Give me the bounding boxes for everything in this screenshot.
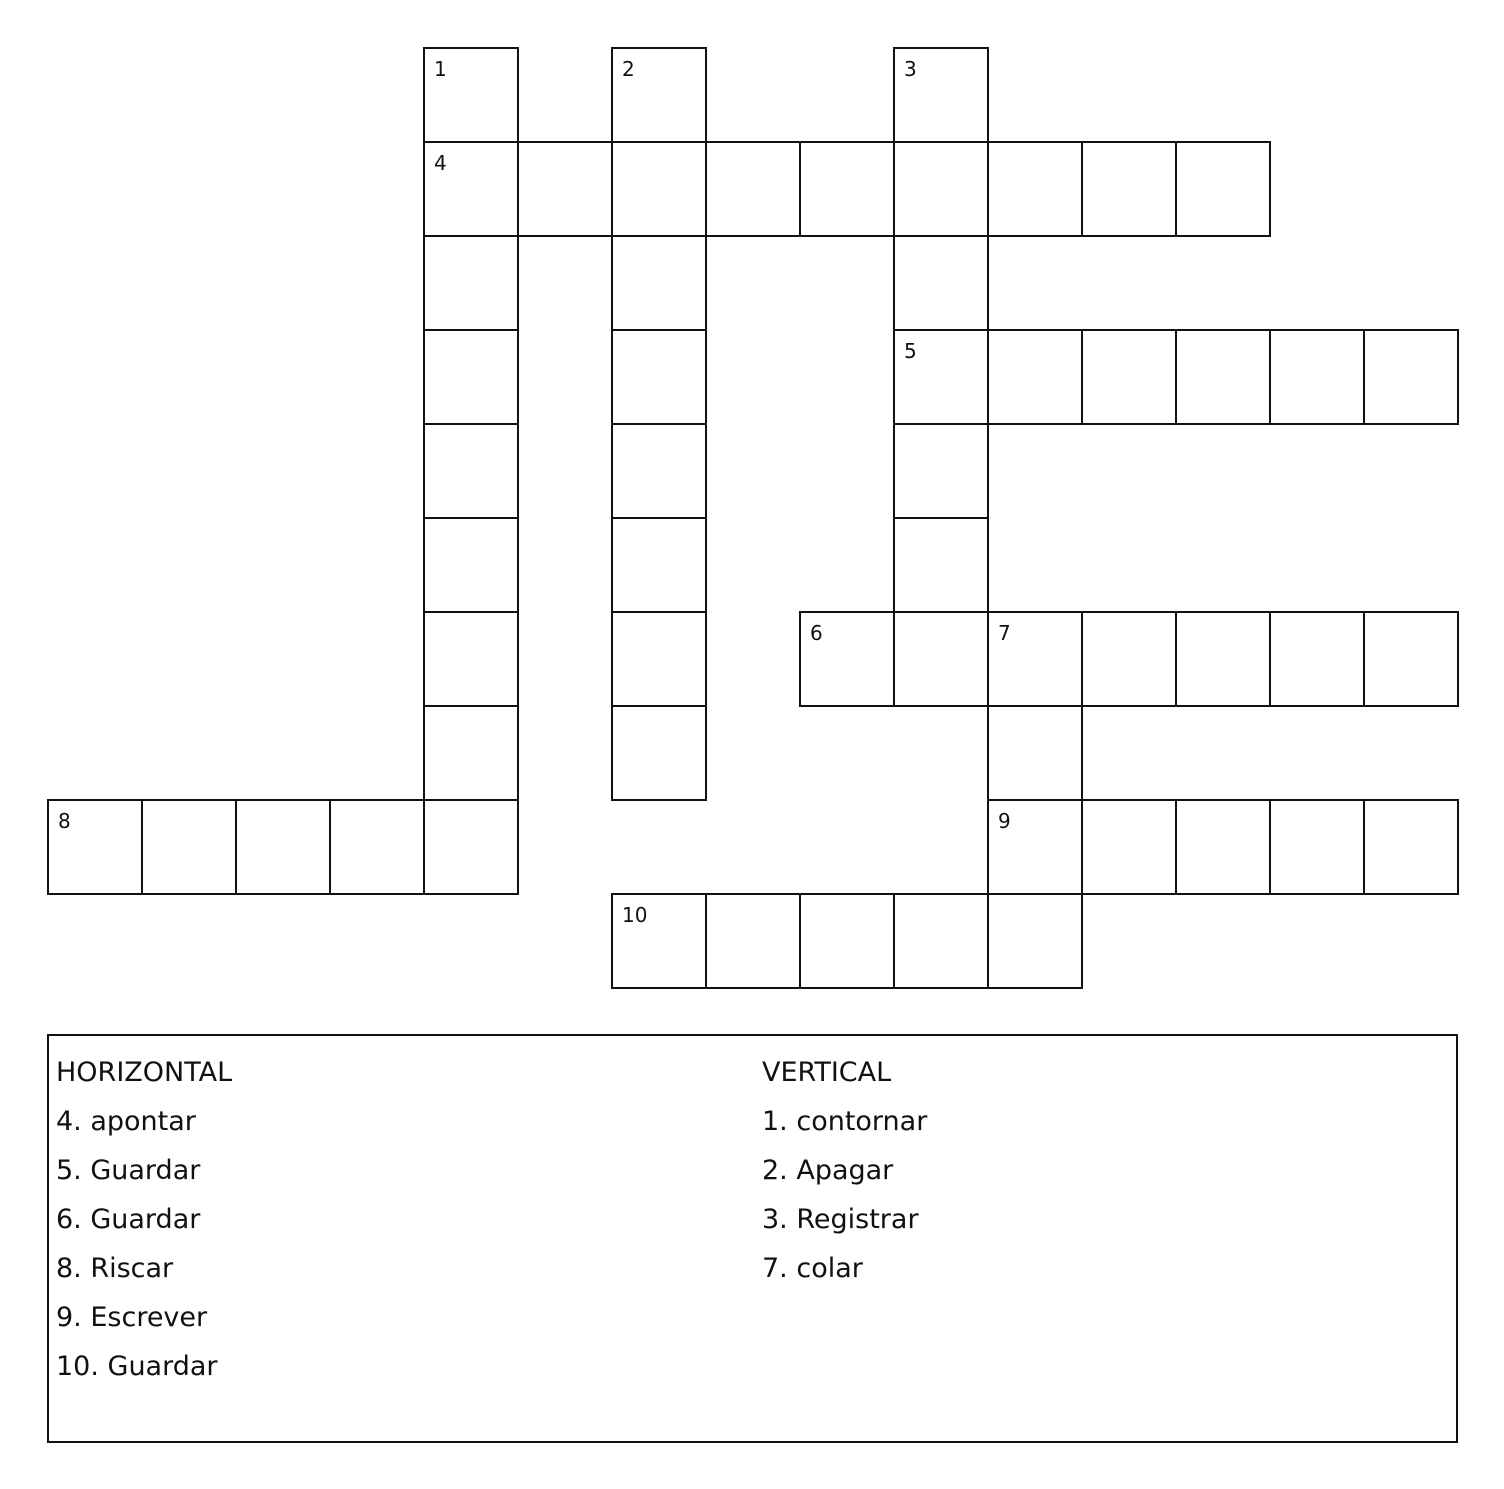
grid-cell[interactable] [611, 893, 707, 989]
down-heading: VERTICAL [762, 1057, 892, 1088]
grid-cell[interactable] [611, 235, 707, 331]
across-clues [56, 1048, 232, 1391]
grid-cell[interactable] [705, 893, 801, 989]
grid-cell[interactable] [799, 893, 895, 989]
grid-cell[interactable] [1175, 611, 1271, 707]
clue-item: 10. Guardar [56, 1351, 218, 1382]
grid-cell[interactable] [1081, 611, 1177, 707]
grid-cell[interactable] [987, 799, 1083, 895]
grid-cell[interactable] [1363, 799, 1459, 895]
grid-cell[interactable] [423, 423, 519, 519]
grid-cell[interactable] [893, 611, 989, 707]
down-clue-list [762, 1097, 927, 1293]
grid-cell[interactable] [893, 893, 989, 989]
grid-cell[interactable] [423, 705, 519, 801]
grid-cell[interactable] [47, 799, 143, 895]
clue-item: 6. Guardar [56, 1204, 201, 1235]
clues-panel [47, 1034, 1458, 1443]
grid-cell[interactable] [987, 893, 1083, 989]
grid-cell[interactable] [611, 423, 707, 519]
grid-cell[interactable] [1269, 611, 1365, 707]
grid-cell[interactable] [1269, 799, 1365, 895]
clue-item: 1. contornar [762, 1106, 928, 1137]
grid-cell[interactable] [987, 611, 1083, 707]
clue-item: 5. Guardar [56, 1155, 201, 1186]
clue-number: 1 [434, 57, 447, 81]
clue-number: 6 [810, 621, 823, 645]
clue-number: 10 [622, 903, 648, 927]
clue-item: 9. Escrever [56, 1302, 208, 1333]
grid-cell[interactable] [423, 47, 519, 143]
grid-cell[interactable] [893, 329, 989, 425]
grid-cell[interactable] [423, 517, 519, 613]
grid-cell[interactable] [1363, 611, 1459, 707]
grid-cell[interactable] [893, 235, 989, 331]
grid-cell[interactable] [423, 799, 519, 895]
grid-cell[interactable] [423, 235, 519, 331]
grid-cell[interactable] [1363, 329, 1459, 425]
clue-item: 3. Registrar [762, 1204, 919, 1235]
clue-item: 2. Apagar [762, 1155, 894, 1186]
across-heading: HORIZONTAL [56, 1057, 233, 1088]
grid-cell[interactable] [987, 141, 1083, 237]
clue-item: 4. apontar [56, 1106, 196, 1137]
grid-cell[interactable] [1081, 329, 1177, 425]
clue-number: 7 [998, 621, 1011, 645]
clue-number: 2 [622, 57, 635, 81]
grid-cell[interactable] [141, 799, 237, 895]
clue-number: 4 [434, 151, 447, 175]
grid-cell[interactable] [611, 517, 707, 613]
grid-cell[interactable] [611, 611, 707, 707]
grid-cell[interactable] [423, 329, 519, 425]
grid-cell[interactable] [611, 141, 707, 237]
grid-cell[interactable] [611, 47, 707, 143]
down-clues [762, 1048, 927, 1293]
grid-cell[interactable] [235, 799, 331, 895]
grid-cell[interactable] [329, 799, 425, 895]
clue-number: 8 [58, 809, 71, 833]
grid-cell[interactable] [893, 423, 989, 519]
clue-item: 8. Riscar [56, 1253, 174, 1284]
grid-cell[interactable] [1081, 141, 1177, 237]
grid-cell[interactable] [611, 329, 707, 425]
grid-cell[interactable] [705, 141, 801, 237]
clue-number: 5 [904, 339, 917, 363]
grid-cell[interactable] [517, 141, 613, 237]
grid-cell[interactable] [423, 611, 519, 707]
grid-cell[interactable] [893, 517, 989, 613]
grid-cell[interactable] [799, 611, 895, 707]
grid-cell[interactable] [1175, 329, 1271, 425]
grid-cell[interactable] [987, 329, 1083, 425]
grid-cell[interactable] [893, 47, 989, 143]
grid-cell[interactable] [893, 141, 989, 237]
grid-cell[interactable] [987, 705, 1083, 801]
across-clue-list [56, 1097, 232, 1391]
grid-cell[interactable] [1175, 799, 1271, 895]
grid-cell[interactable] [1175, 141, 1271, 237]
grid-cell[interactable] [423, 141, 519, 237]
grid-cell[interactable] [1269, 329, 1365, 425]
grid-cell[interactable] [1081, 799, 1177, 895]
grid-cell[interactable] [799, 141, 895, 237]
grid-cell[interactable] [611, 705, 707, 801]
clue-number: 3 [904, 57, 917, 81]
clue-item: 7. colar [762, 1253, 863, 1284]
clue-number: 9 [998, 809, 1011, 833]
